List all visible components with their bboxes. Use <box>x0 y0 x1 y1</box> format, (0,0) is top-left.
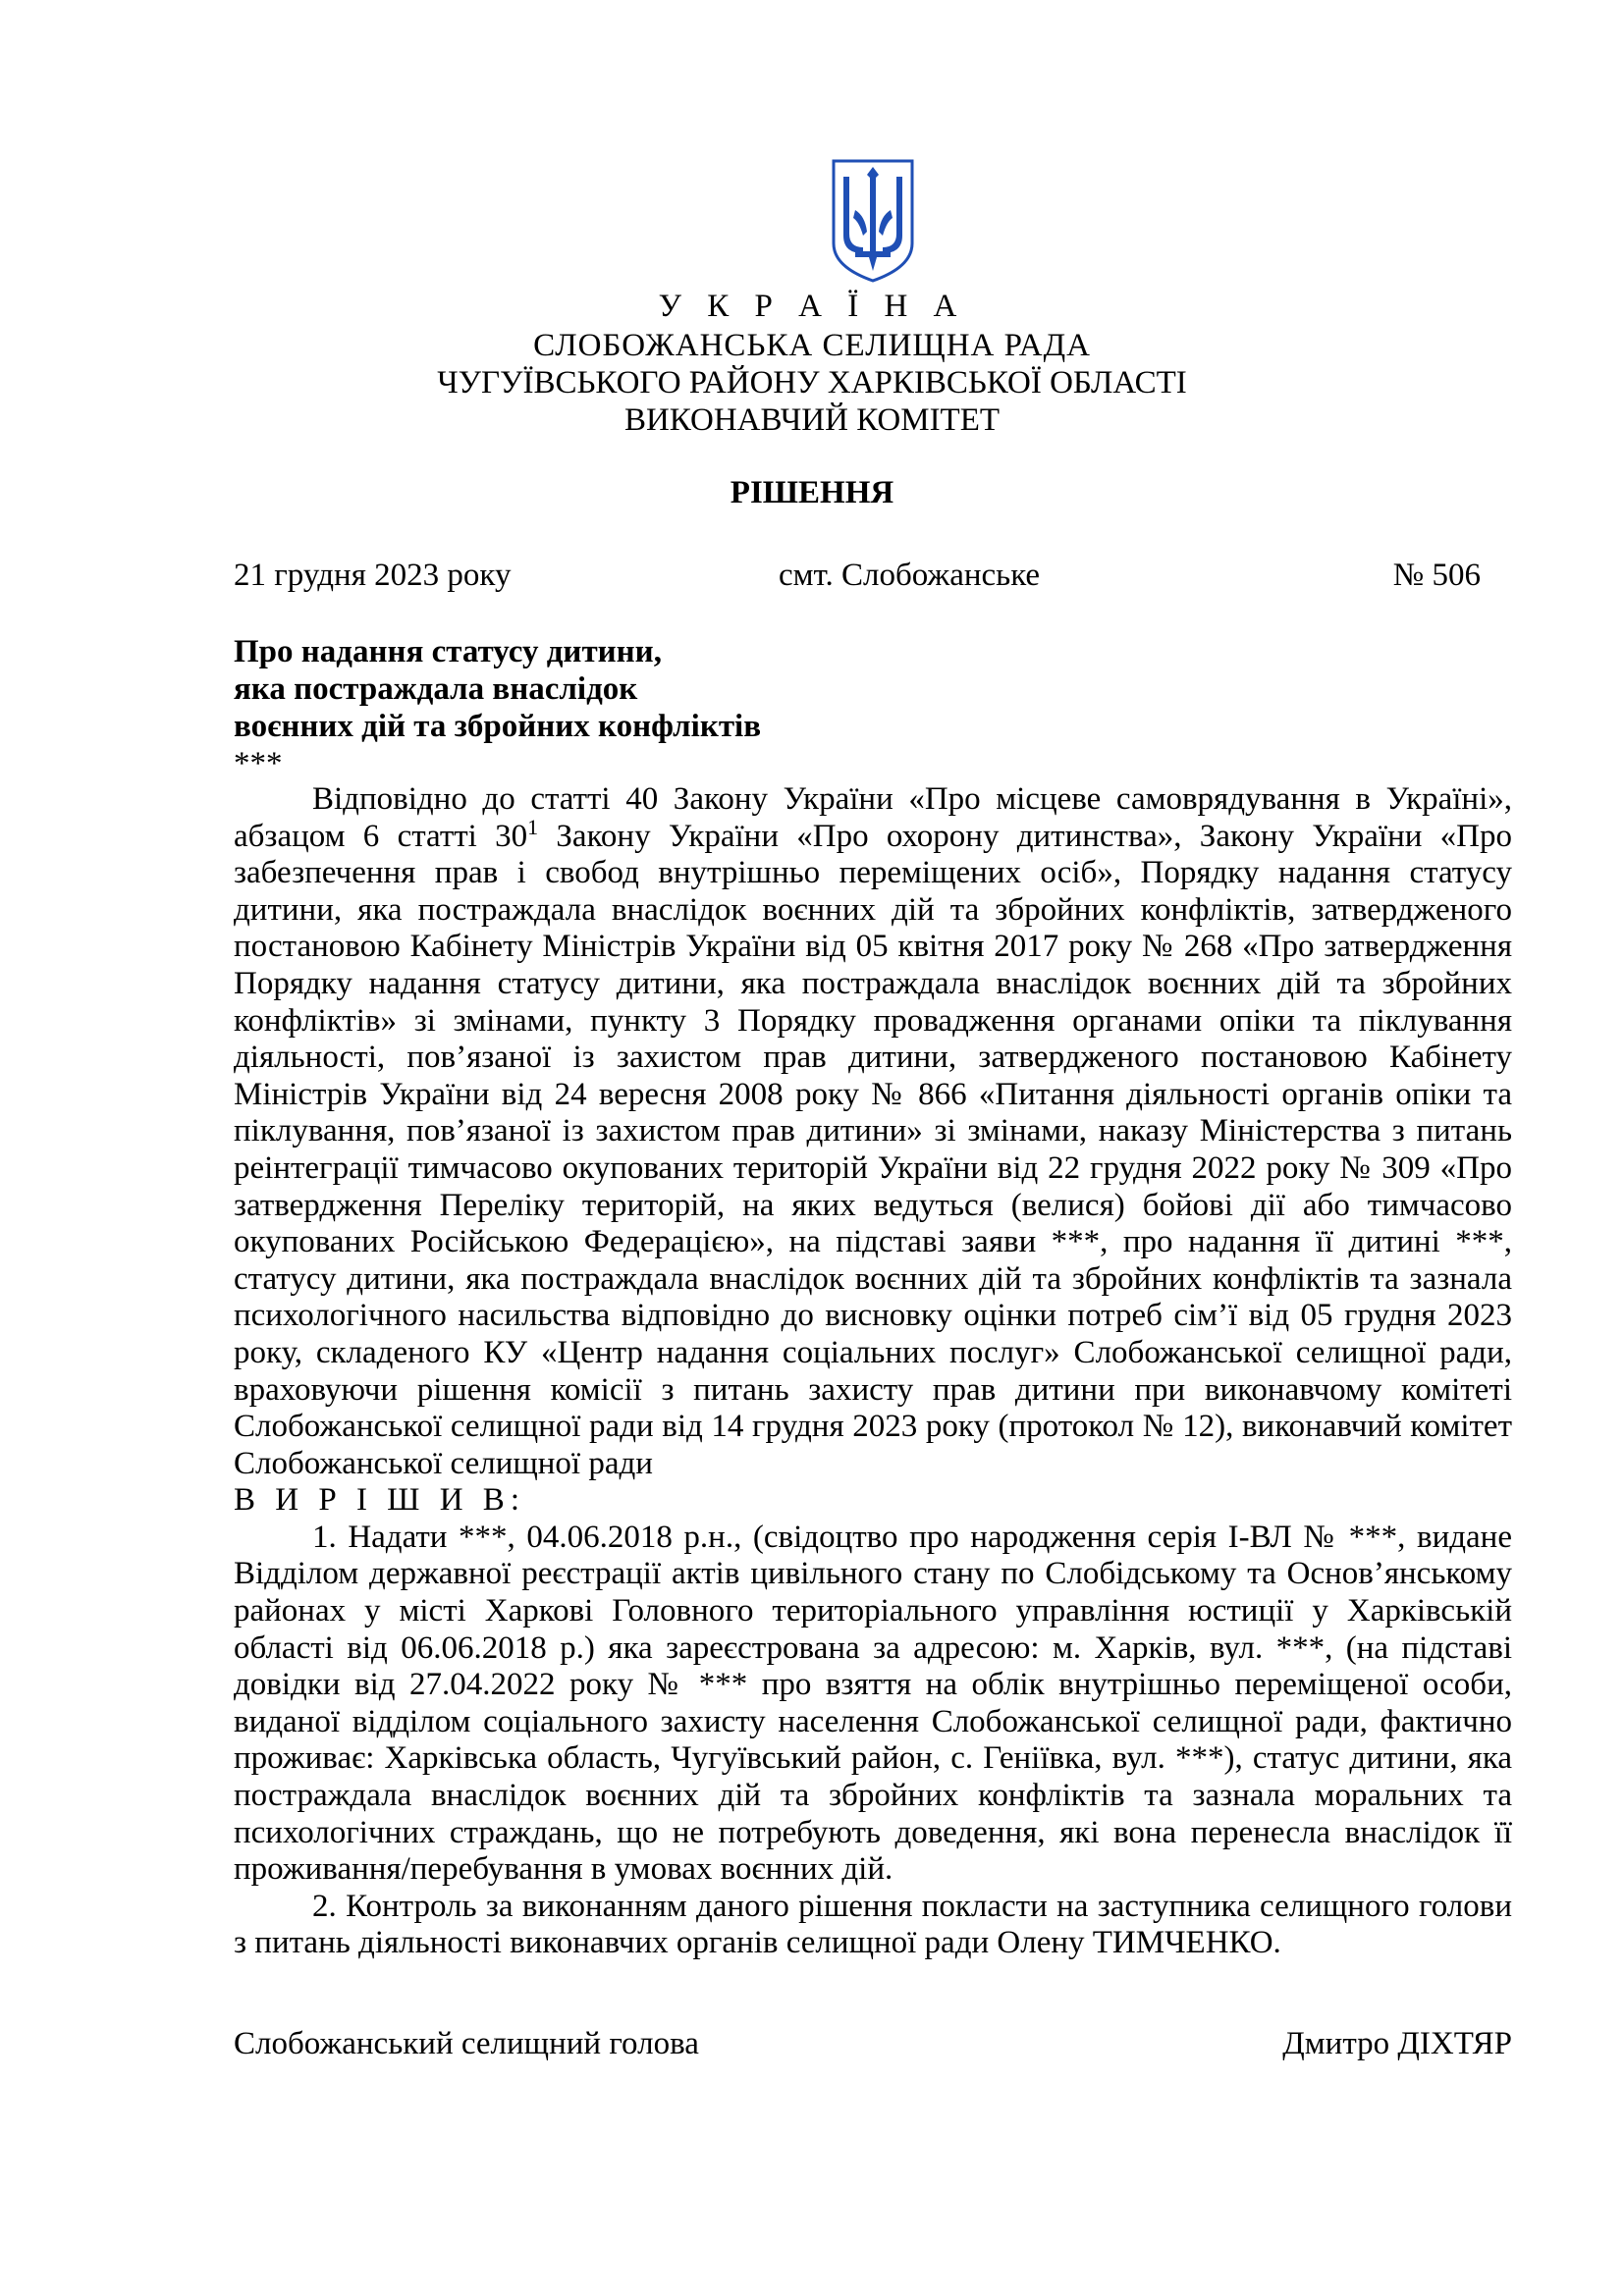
redaction-stars: *** <box>234 746 283 781</box>
country-title: У К Р А Ї Н А <box>658 289 966 324</box>
document-subject <box>234 633 921 745</box>
subject-line: яка постраждала внаслідок <box>234 671 638 707</box>
district-title: ЧУГУЇВСЬКОГО РАЙОНУ ХАРКІВСЬКОЇ ОБЛАСТІ <box>437 365 1187 400</box>
council-title: СЛОБОЖАНСЬКА СЕЛИЩНА РАДА <box>533 328 1091 363</box>
preamble-paragraph <box>234 781 1512 1482</box>
preamble-text: Відповідно до статті 40 Закону України «Про місцеве самоврядування в Україні», абзацом 6 статті 30 <box>234 781 1512 854</box>
document-meta-row <box>234 556 1481 595</box>
document-type-heading: РІШЕННЯ <box>730 475 894 510</box>
preamble-text-continued: Закону України «Про охорону дитинства», Закону України «Про забезпечення прав і свобод внутрішньо переміщених осіб», Порядку надання статусу дитини, яка постраждала внаслідок воєнних дій та збройних конфліктів, затвердженого постановою Кабінету Міністрів України від 05 квітня 2017 року № 268 «Про затвердження Порядку надання статусу дитини, яка постраждала внаслідок воєнних дій та збройних конфліктів» зі змінами, пункту 3 Порядку провадження органами опіки та піклування діяльності, пов’язаної із захистом прав дитини, затвердженого постановою Кабінету Міністрів України від 24 вересня 2008 року № 866 «Питання діяльності органів опіки та піклування, пов’язаної із захистом прав дитини» зі змінами, наказу Міністерства з питань реінтеграції тимчасово окупованих територій України від 22 грудня 2022 року № 309 «Про затвердження Переліку територій, на яких ведуться (велися) бойові дії або тимчасово окупованих Російською Федерацією», на підставі заяви ***, про надання її дитині ***, статусу дитини, яка постраждала внаслідок воєнних дій та збройних конфліктів та зазнала психологічного насильства відповідно до висновку оцінки потреб сім’ї від 05 грудня 2023 року, складеного КУ «Центр надання соціальних послуг» Слобожанської селищної ради, враховуючи рішення комісії з питань захисту прав дитини при виконавчому комітеті Слобожанської селищної ради від 14 грудня 2023 року (протокол № 12), виконавчий комітет Слобожанської селищної ради <box>234 818 1512 1481</box>
signature-row <box>234 2024 1512 2063</box>
subject-line: Про надання статусу дитини, <box>234 634 662 669</box>
document-date: 21 грудня 2023 року <box>234 558 512 593</box>
signatory-name: Дмитро ДІХТЯР <box>1282 2026 1512 2061</box>
document-place: смт. Слобожанське <box>779 558 1041 593</box>
signatory-title: Слобожанський селищний голова <box>234 2026 699 2061</box>
decision-item: 1. Надати ***, 04.06.2018 р.н., (свідоцтво про народження серія І-ВЛ № ***, видане Відділом державної реєстрації актів цивільного стану по Слобідському та Основ’янському районах у місті Харкові Головного територіального управління юстиції у Харківській області від 06.06.2018 р.) яка зареєстрована за адресою: м. Харків, вул. ***, (на підставі довідки від 27.04.2022 року № *** про взяття на облік внутрішньо переміщеної особи, виданої відділом соціального захисту населення Слобожанської селищної ради, фактично проживає: Харківська область, Чугуївський район, с. Геніївка, вул. ***), статус дитини, яка постраждала внаслідок воєнних дій та збройних конфліктів та зазнала моральних та психологічних страждань, що не потребують доведення, які вона перенесла внаслідок її проживання/перебування в умовах воєнних дій. <box>234 1519 1512 1888</box>
subject-line: воєнних дій та збройних конфліктів <box>234 709 762 744</box>
decision-item: 2. Контроль за виконанням даного рішення покласти на заступника селищного голови з питань діяльності виконавчих органів селищної ради Олену ТИМЧЕНКО. <box>234 1888 1512 1961</box>
coat-of-arms-trident-icon <box>830 157 916 285</box>
resolve-heading: В И Р І Ш И В: <box>234 1482 525 1519</box>
preamble-superscript: 1 <box>527 814 539 839</box>
document-body <box>234 781 1512 1962</box>
document-number: № 506 <box>1392 558 1481 593</box>
committee-title: ВИКОНАВЧИЙ КОМІТЕТ <box>623 402 1001 438</box>
